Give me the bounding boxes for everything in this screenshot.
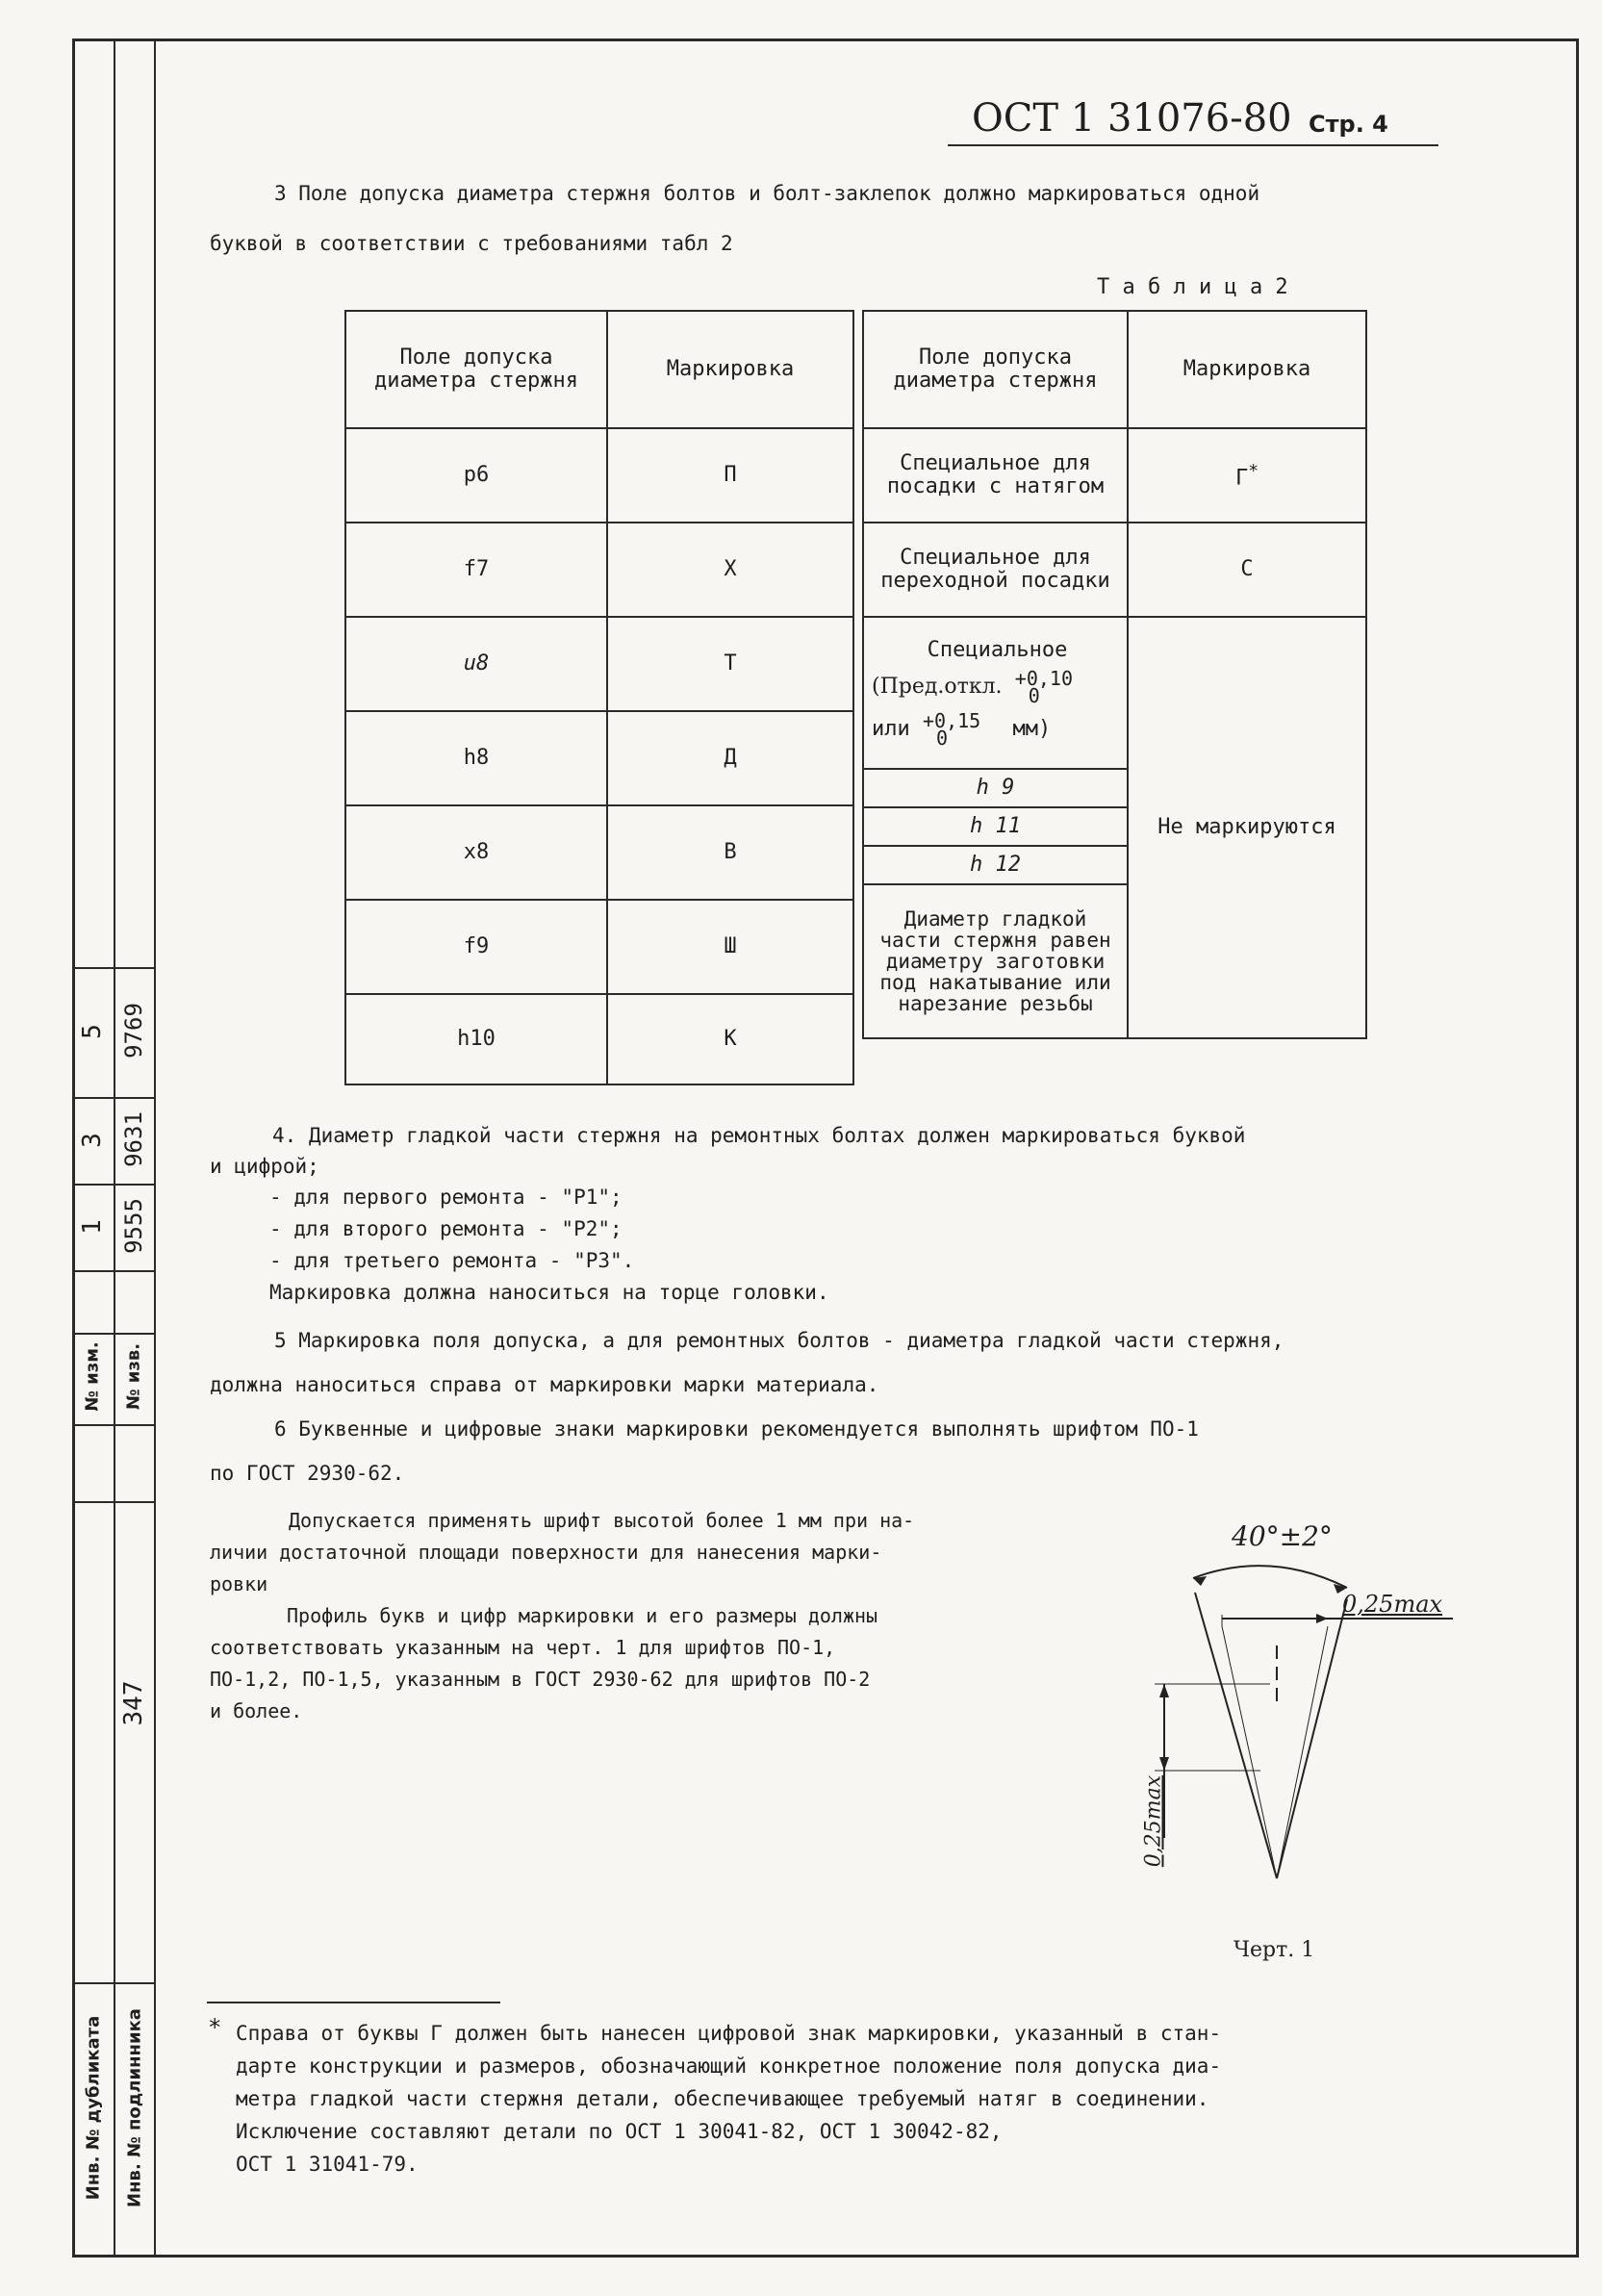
para4-item1: - для первого ремонта - "Р1"; [269,1186,623,1209]
special-interference-cell: Специальное для посадки с натягом [863,428,1128,523]
para5-line1: 5 Маркировка поля допуска, а для ремонтных болтов - диаметра гладкой части стержня, [274,1329,1284,1352]
tolerance-h12: h 12 [863,846,1128,884]
para6-line2: по ГОСТ 2930-62. [210,1462,405,1485]
para7-line3: ровки [210,1572,268,1595]
inv-dubl-label: Инв. № дубликата [83,2015,104,2201]
deviation-stack-1 [1014,667,1074,707]
rev-value-3: 3 [78,1133,107,1148]
doc-value-9631: 9631 [120,1111,147,1167]
top-dim-label: 0,25max [1342,1591,1443,1618]
footnote-line2: дарте конструкции и размеров, обозначающий конкретное положение поля допуска диа- [236,2054,1222,2078]
para5-line2: должна наноситься справа от маркировки марки материала. [210,1373,879,1396]
sidebar-edge [154,38,156,2255]
footnote-line3: метра гладкой части стержня детали, обеспечивающее требуемый натяг в соединении. [236,2087,1209,2110]
deviation-or: или [872,717,910,741]
mark-cell: Ш [607,900,853,994]
marking-profile-drawing [1135,1511,1482,1934]
para8-line3: ПО-1,2, ПО-1,5, указанным в ГОСТ 2930-62 для шрифтов ПО-2 [210,1668,871,1691]
drawing-caption: Черт. 1 [1233,1938,1315,1962]
para4-line1: 4. Диаметр гладкой части стержня на ремонтных болтах должен маркироваться буквой [272,1124,1246,1147]
tolerance-cell: u8 [345,617,607,711]
tolerance-cell: f7 [345,523,607,617]
th-right-tolerance: Поле допуска диаметра стержня [863,311,1128,428]
footnote-separator [207,2002,500,2003]
table-left [344,310,854,1085]
deviation-unit: мм) [1012,717,1052,741]
para8-line2: соответствовать указанным на черт. 1 для шрифтов ПО-1, [210,1636,836,1659]
para7-line1: Допускается применять шрифт высотой более 1 мм при на- [289,1509,915,1532]
doc-value-9555: 9555 [120,1198,147,1254]
podl-value: 347 [119,1680,148,1726]
para8-line1: Профиль букв и цифр маркировки и его размеры должны [287,1604,878,1627]
header-underline [948,144,1438,146]
angle-arc [1193,1566,1347,1588]
footnote-line1: Справа от буквы Г должен быть нанесен цифровой знак маркировки, указанный в стан- [236,2022,1222,2045]
para4-line2: и цифрой; [210,1155,319,1178]
mark-cell-g [1128,428,1366,523]
tolerance-h9: h 9 [863,769,1128,807]
para8-line4: и более. [210,1699,303,1722]
para3-line1: 3 Поле допуска диаметра стержня болтов и болт-заклепок должно маркироваться одной [274,182,1260,205]
doc-code: ОСТ 1 31076-80 [972,96,1292,140]
rev-value-1: 1 [78,1219,107,1235]
deviation-prefix: (Пред.откл. [872,675,1003,699]
special-transition-cell: Специальное для переходной посадки [863,523,1128,617]
mark-cell-s: С [1128,523,1366,617]
mark-cell: Д [607,711,853,805]
doc-value-9769: 9769 [120,1003,147,1059]
para4-item3: - для третьего ремонта - "Р3". [269,1249,635,1272]
profile-right-edge [1277,1599,1347,1878]
deviation-lower-2: 0 [936,727,949,750]
deviation-line1 [872,667,1123,707]
table-caption: Т а б л и ц а 2 [1097,275,1288,299]
mark-g-asterisk: * [1248,461,1259,482]
tolerance-cell: h10 [345,994,607,1084]
tolerance-cell: p6 [345,428,607,523]
para4-line3: Маркировка должна наноситься на торце головки. [269,1281,829,1304]
footnote-line4: Исключение составляют детали по ОСТ 1 30041-82, ОСТ 1 30042-82, [236,2120,1003,2143]
tolerance-cell: f9 [345,900,607,994]
footnote-mark: * [208,2014,222,2041]
mark-cell: В [607,805,853,900]
podl-block-top [72,1501,156,1503]
angle-label: 40°±2° [1232,1520,1333,1552]
special-label: Специальное [927,638,1068,662]
footnote-line5: ОСТ 1 31041-79. [236,2153,419,2176]
para7-line2: личии достаточной площади поверхности для нанесения марки- [210,1541,882,1564]
mark-cell: Х [607,523,853,617]
doc-col-label: № изв. [123,1342,144,1411]
mark-cell: К [607,994,853,1084]
profile-left-edge [1195,1593,1277,1878]
deviation-upper-1: +0,10 [1014,667,1074,690]
th-left-mark: Маркировка [607,311,853,428]
profile-inner-left [1222,1626,1277,1878]
tolerance-cell: x8 [345,805,607,900]
para6-line1: 6 Буквенные и цифровые знаки маркировки рекомендуется выполнять шрифтом ПО-1 [274,1417,1199,1441]
special-deviation-cell [863,617,1128,769]
sidebar-divider [114,38,115,2255]
rev-col-label: № изм. [82,1341,103,1412]
deviation-line2 [872,709,1123,750]
side-dim-arrow-top [1159,1684,1169,1697]
inv-podl-label: Инв. № подлинника [124,2008,145,2207]
deviation-lower-1: 0 [1028,684,1040,707]
not-marked-cell: Не маркируются [1128,617,1366,1038]
th-right-mark: Маркировка [1128,311,1366,428]
tolerance-cell: h8 [345,711,607,805]
rev-value-5: 5 [78,1024,107,1039]
page-label: Стр. 4 [1309,111,1388,138]
smooth-diameter-cell: Диаметр гладкой части стержня равен диаметру заготовки под накатывание или нарезание резьбы [863,884,1128,1038]
para4-item2: - для второго ремонта - "Р2"; [269,1217,623,1240]
th-left-tolerance: Поле допуска диаметра стержня [345,311,607,428]
para3-line2: буквой в соответствии с требованиями табл 2 [210,232,733,255]
profile-inner-right [1277,1626,1328,1878]
deviation-upper-2: +0,15 [923,709,981,732]
top-dim-arrow [1316,1614,1328,1623]
table-right [862,310,1367,1039]
mark-cell: Т [607,617,853,711]
side-dim-label: 0,25max [1141,1774,1166,1868]
deviation-stack-2 [923,709,981,750]
mark-cell: П [607,428,853,523]
mark-g: Г [1234,466,1249,491]
tolerance-h11: h 11 [863,807,1128,846]
rev-block-top [72,967,156,969]
